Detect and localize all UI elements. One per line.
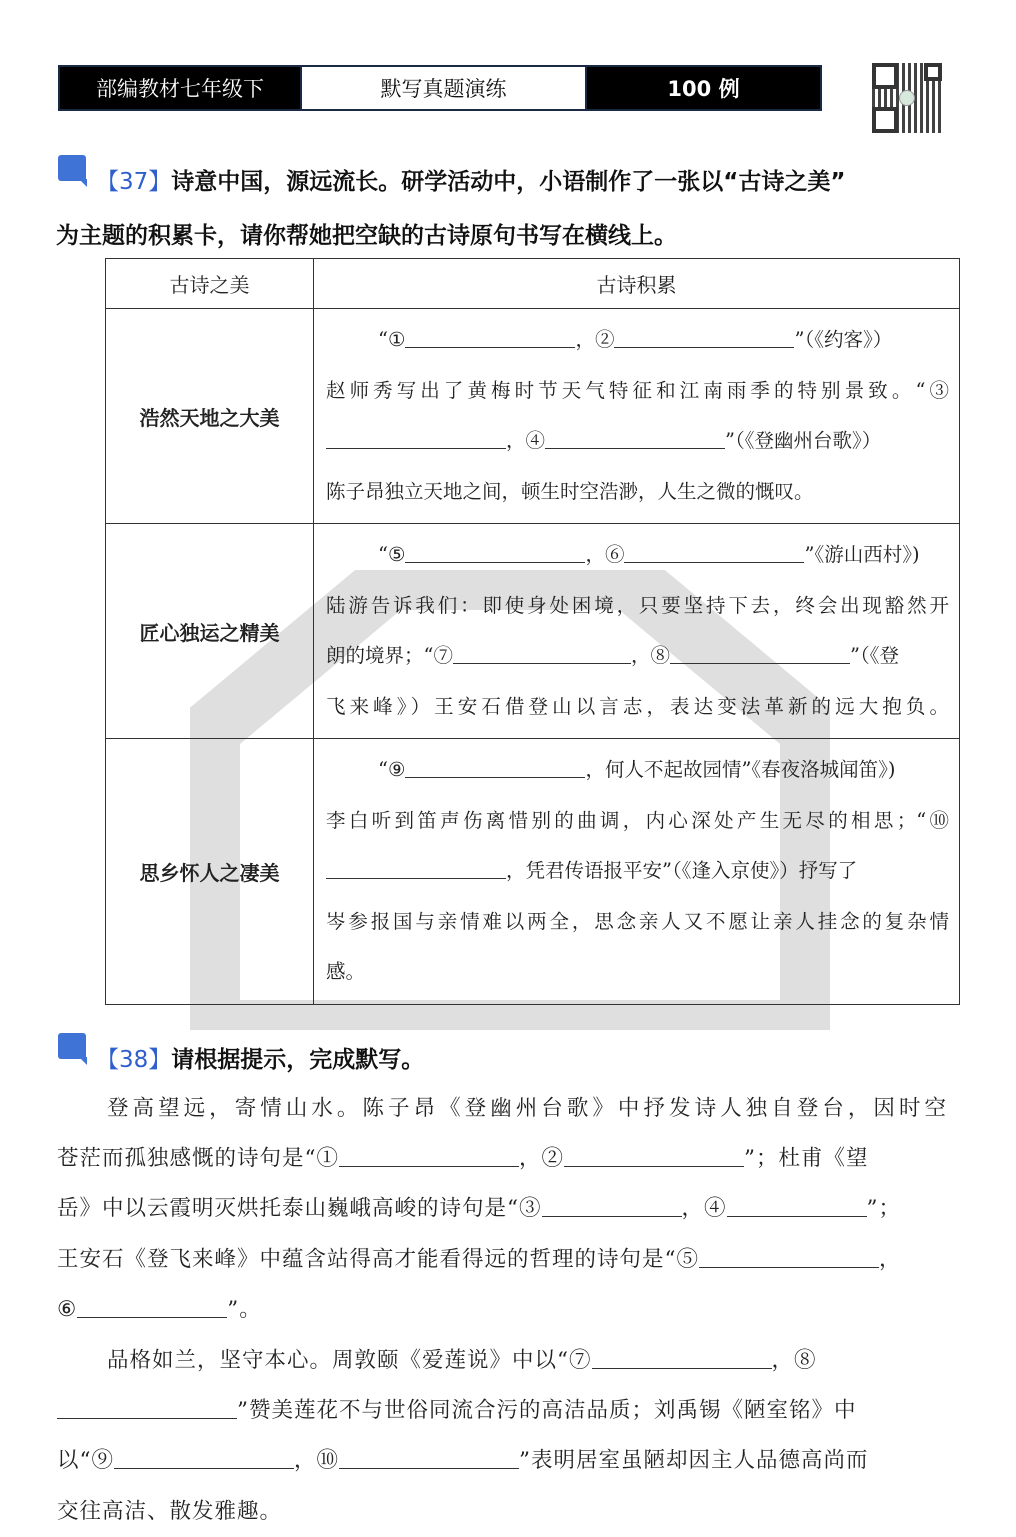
blank-9[interactable] — [405, 758, 585, 778]
blank-7[interactable] — [453, 644, 631, 664]
text: 苍茫而孤独感慨的诗句是“① — [57, 1146, 339, 1172]
q38-prompt — [96, 1041, 424, 1074]
text: 感。 — [326, 960, 366, 983]
blank-2[interactable] — [614, 328, 794, 348]
q37-prompt-line2: 为主题的积累卡，请你帮她把空缺的古诗原句书写在横线上。 — [56, 223, 677, 249]
text: ，⑧ — [630, 644, 670, 667]
text: 登高望远，寄情山水。陈子昂《登幽州台歌》中抒发诗人独自登台，因时空 — [107, 1096, 947, 1121]
q38-text: 请根据提示，完成默写。 — [171, 1047, 425, 1073]
blank-7[interactable] — [592, 1346, 772, 1369]
text: 王安石《登飞来峰》中蕴含站得高才能看得远的哲理的诗句是“⑤ — [57, 1246, 699, 1272]
text: 交往高洁、散发雅趣。 — [57, 1498, 283, 1524]
table-row — [106, 739, 960, 1005]
text: ， — [879, 1246, 902, 1272]
blank-5[interactable] — [699, 1245, 879, 1268]
blank-5[interactable] — [405, 543, 585, 563]
table-row — [106, 524, 960, 739]
blank-9[interactable] — [114, 1447, 294, 1470]
q37-prompt-line1 — [96, 163, 846, 196]
text: ”（《登 — [850, 644, 899, 667]
text: ”《游山西村》) — [804, 543, 920, 566]
blank-6[interactable] — [624, 543, 804, 563]
text: 陆游告诉我们：即使身处困境，只要坚持下去，终会出现豁然开 — [326, 593, 949, 617]
blank-8[interactable] — [670, 644, 850, 664]
blank-10[interactable] — [339, 1447, 519, 1470]
text: 岑参报国与亲情难以两全，思念亲人又不愿让亲人挂念的复杂情 — [326, 909, 949, 933]
col-header-accumulation: 古诗积累 — [314, 259, 960, 309]
header-bar — [58, 65, 822, 111]
text: “⑨ — [378, 758, 406, 781]
q37-text: 诗意中国，源远流长。研学活动中，小语制作了一张以“古诗之美” — [171, 169, 846, 195]
text: 品格如兰，坚守本心。周敦颐《爱莲说》中以“⑦ — [107, 1348, 592, 1373]
blank-2[interactable] — [564, 1145, 744, 1168]
q38-paragraph-2 — [57, 1336, 947, 1537]
bookmark-icon — [58, 1033, 86, 1059]
header-title: 默写真题演练 — [300, 67, 587, 109]
text: ”； — [866, 1196, 902, 1222]
text: ，⑩ — [294, 1448, 340, 1474]
blank-4[interactable] — [727, 1195, 867, 1218]
text: 飞来峰》）王安石借登山以言志，表达变法革新的远大抱负。 — [326, 694, 949, 718]
text: ”（《登幽州台歌》） — [725, 429, 882, 452]
blank-10[interactable] — [326, 859, 506, 879]
text: ，⑧ — [771, 1348, 817, 1373]
text: ”；杜甫《望 — [744, 1146, 869, 1172]
poetry-table — [105, 258, 960, 1005]
text: ，② — [575, 328, 615, 351]
blank-1[interactable] — [405, 328, 575, 348]
text: 赵师秀写出了黄梅时节天气特征和江南雨季的特别景致。“③ — [326, 378, 949, 402]
text: ”表明居室虽陋却因主人品德高尚而 — [519, 1448, 869, 1474]
text: 朗的境界；“⑦ — [326, 644, 453, 667]
text: 陈子昂独立天地之间，顿生时空浩渺，人生之微的慨叹。 — [326, 479, 814, 503]
blank-6[interactable] — [77, 1295, 227, 1318]
text: 岳》中以云霞明灭烘托泰山巍峨高峻的诗句是“③ — [57, 1196, 542, 1222]
text: ”赞美莲花不与世俗同流合污的高洁品质；刘禹锡《陋室铭》中 — [237, 1398, 857, 1424]
header-grade: 部编教材七年级下 — [60, 67, 300, 109]
text: ，④ — [681, 1196, 727, 1222]
table-row — [106, 309, 960, 524]
row-label: 思乡怀人之凄美 — [106, 739, 314, 1005]
q38-number: 【38】 — [96, 1047, 172, 1073]
q37-number: 【37】 — [96, 169, 172, 195]
blank-8[interactable] — [57, 1397, 237, 1420]
text: ，⑥ — [585, 543, 625, 566]
text: “⑤ — [378, 543, 406, 566]
blank-3[interactable] — [326, 429, 506, 449]
header-count: 100 例 — [587, 67, 820, 109]
qr-code-icon — [872, 63, 942, 133]
q38-paragraph-1 — [57, 1084, 947, 1335]
text: ”（《约客》） — [794, 328, 893, 351]
text: ⑥ — [57, 1296, 78, 1322]
text: ，凭君传语报平安”（《逢入京使》）抒写了 — [506, 859, 858, 882]
text: ，② — [519, 1146, 565, 1172]
blank-4[interactable] — [545, 429, 725, 449]
text: 以“⑨ — [57, 1448, 114, 1474]
text: 李白听到笛声伤离惜别的曲调，内心深处产生无尽的相思；“⑩ — [326, 808, 949, 832]
text: “① — [378, 328, 406, 351]
text: ，④ — [506, 429, 546, 452]
bookmark-icon — [58, 155, 86, 181]
text: ，何人不起故园情”《春夜洛城闻笛》) — [585, 758, 896, 781]
blank-1[interactable] — [339, 1145, 519, 1168]
row-label: 浩然天地之大美 — [106, 309, 314, 524]
row-label: 匠心独运之精美 — [106, 524, 314, 739]
text: ”。 — [227, 1296, 262, 1322]
blank-3[interactable] — [542, 1195, 682, 1218]
col-header-beauty: 古诗之美 — [106, 259, 314, 309]
